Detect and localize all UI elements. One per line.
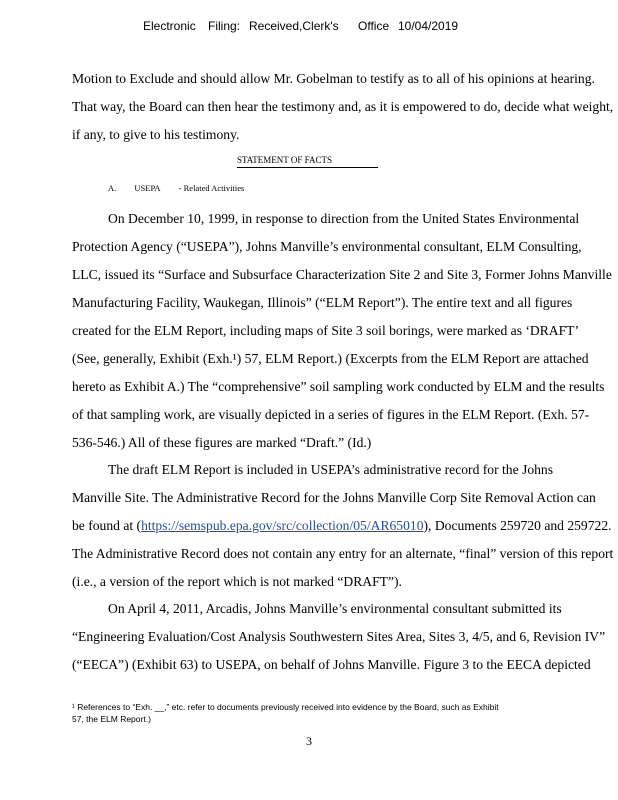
section-heading: STATEMENT OF FACTS [237,153,378,168]
text-line: On April 4, 2011, Arcadis, Johns Manville’s environmental consultant submitted its [108,601,562,616]
paragraph-administrative-record [72,456,614,596]
administrative-record-link[interactable]: https://semspub.epa.gov/src/collection/05/AR65010 [141,518,424,533]
header-received: Received,Clerk's [249,19,339,33]
text-line: That way, the Board can then hear the testimony and, as it is empowered to do, decide what weight, [72,99,614,114]
text-fragment: be found at ( [72,518,142,533]
text-line [72,512,612,540]
header-office: Office [358,19,390,33]
text-line: Motion to Exclude and should allow Mr. Gobelman to testify as to all of his opinions at hearing. [72,71,595,86]
text-line: of that sampling work, are visually depicted in a series of figures in the ELM Report. (Exh. 57- [72,407,590,422]
page-number: 3 [306,734,312,748]
text-line: The draft ELM Report is included in USEPA’s administrative record for the Johns [108,462,553,477]
paragraph-elm-report [72,205,612,457]
text-line: Manville Site. The Administrative Record for the Johns Manville Corp Site Removal Action can [72,490,596,505]
text-line: hereto as Exhibit A.) The “comprehensive” soil sampling work conducted by ELM and the results [72,379,605,394]
footnote-line: ¹ References to “Exh. __,” etc. refer to documents previously received into evidence by the Board, such as Exhibit [72,702,499,712]
footnote-line: 57, the ELM Report.) [72,714,151,724]
intro-paragraph [72,65,614,149]
text-fragment: ), Documents 259720 and 259722. [423,518,612,533]
text-line: Manufacturing Facility, Waukegan, Illinois” (“ELM Report”). The entire text and all figures [72,295,573,310]
paragraph-eeca [72,595,606,679]
text-line: (“EECA”) (Exhibit 63) to USEPA, on behalf of Johns Manville. Figure 3 to the EECA depicted [72,657,591,672]
text-line: if any, to give to his testimony. [72,127,240,142]
text-line: (i.e., a version of the report which is not marked “DRAFT”). [72,574,402,589]
header-electronic: Electronic [143,19,196,33]
subheading [108,183,260,193]
text-line: (See, generally, Exhibit (Exh.¹) 57, ELM Report.) (Excerpts from the ELM Report are attached [72,351,589,366]
subheading-agency: USEPA [134,183,161,193]
header-filing: Filing: [208,19,241,33]
text-line: The Administrative Record does not contain any entry for an alternate, “final” version of this report [72,546,614,561]
header-date: 10/04/2019 [398,19,459,33]
subheading-title: - Related Activities [178,183,245,193]
text-line: “Engineering Evaluation/Cost Analysis Southwestern Sites Area, Sites 3, 4/5, and 6, Revision IV” [72,629,606,644]
text-line: created for the ELM Report, including maps of Site 3 soil borings, were marked as ‘DRAFT’ [72,323,580,338]
text-line: On December 10, 1999, in response to direction from the United States Environmental [108,211,580,226]
subheading-letter: A. [108,183,117,193]
text-line: 536-546.) All of these figures are marked “Draft.” (Id.) [72,435,372,450]
footnote [72,701,552,725]
text-line: LLC, issued its “Surface and Subsurface Characterization Site 2 and Site 3, Former Johns Manville [72,267,612,282]
text-line: Protection Agency (“USEPA”), Johns Manville’s environmental consultant, ELM Consulting, [72,239,582,254]
